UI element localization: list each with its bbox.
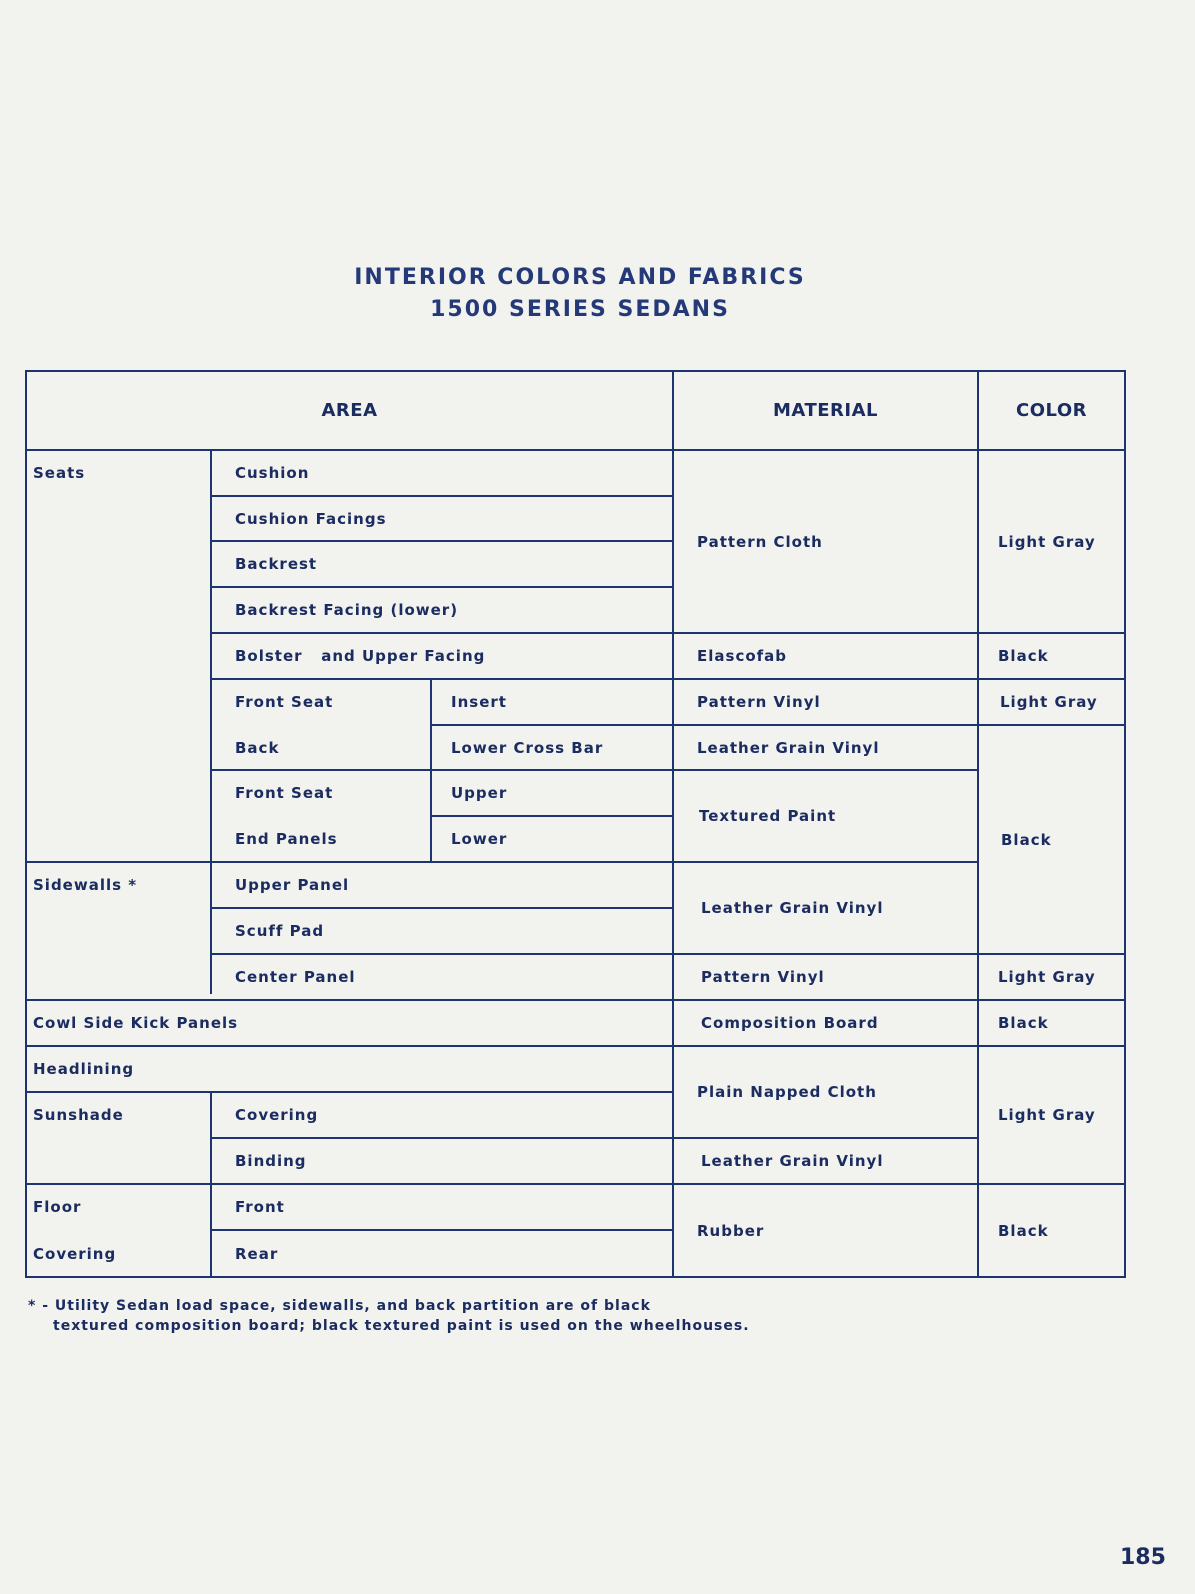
- color-light-gray-2: Light Gray: [1000, 693, 1098, 711]
- divider-material-color: [977, 372, 979, 1276]
- area-sidewalls: Sidewalls *: [33, 876, 138, 894]
- divider-area-material: [672, 372, 674, 1276]
- area-back: Back: [235, 738, 280, 757]
- area-end-panels: End Panels: [235, 830, 338, 848]
- area-binding: Binding: [235, 1152, 307, 1170]
- color-black-3: Black: [998, 1014, 1049, 1032]
- area-front-seat-2: Front Seat: [235, 784, 334, 802]
- area-lower: Lower: [451, 830, 508, 848]
- area-front: Front: [235, 1198, 285, 1216]
- area-upper-panel: Upper Panel: [235, 876, 350, 894]
- area-cushion-facings: Cushion Facings: [235, 509, 387, 528]
- divider-area-col1: [210, 451, 212, 994]
- area-insert: Insert: [451, 693, 507, 711]
- material-composition-board: Composition Board: [701, 1014, 879, 1032]
- header-area: AREA: [321, 400, 378, 421]
- material-elascofab: Elascofab: [697, 647, 788, 665]
- color-light-gray-3: Light Gray: [998, 968, 1096, 986]
- header-color: COLOR: [1015, 400, 1087, 421]
- material-plain-napped-cloth: Plain Napped Cloth: [697, 1083, 877, 1101]
- area-floor: Floor: [33, 1198, 82, 1216]
- area-rear: Rear: [235, 1244, 279, 1263]
- area-sunshade: Sunshade: [33, 1106, 124, 1124]
- interior-table: [25, 370, 1126, 1278]
- area-center-panel: Center Panel: [235, 968, 356, 986]
- material-pattern-vinyl-2: Pattern Vinyl: [701, 968, 825, 986]
- page-title: INTERIOR COLORS AND FABRICS: [354, 265, 806, 290]
- color-black-2: Black: [1001, 830, 1052, 849]
- color-black: Black: [998, 647, 1049, 665]
- material-textured-paint: Textured Paint: [699, 807, 837, 825]
- footnote: [28, 1296, 928, 1336]
- area-seats: Seats: [33, 464, 86, 482]
- material-pattern-vinyl: Pattern Vinyl: [697, 693, 821, 711]
- page-subtitle: 1500 SERIES SEDANS: [430, 297, 730, 322]
- area-backrest-facing: Backrest Facing (lower): [235, 601, 459, 619]
- color-light-gray-4: Light Gray: [998, 1106, 1096, 1124]
- header-material: MATERIAL: [773, 400, 878, 421]
- area-lower-cross-bar: Lower Cross Bar: [451, 738, 604, 757]
- area-sunshade-covering: Covering: [235, 1106, 319, 1124]
- footnote-line-1: * - Utility Sedan load space, sidewalls, and back partition are of black: [28, 1298, 651, 1314]
- page-number: 185: [1120, 1545, 1166, 1570]
- area-bolster: Bolster and Upper Facing: [235, 647, 486, 665]
- material-rubber: Rubber: [697, 1221, 765, 1240]
- area-front-seat: Front Seat: [235, 693, 334, 711]
- area-cushion: Cushion: [235, 464, 310, 482]
- area-upper: Upper: [451, 784, 508, 802]
- material-leather-grain-vinyl-3: Leather Grain Vinyl: [701, 1152, 884, 1170]
- material-pattern-cloth: Pattern Cloth: [697, 532, 823, 551]
- area-backrest: Backrest: [235, 555, 318, 573]
- color-light-gray: Light Gray: [998, 532, 1096, 551]
- material-leather-grain-vinyl: Leather Grain Vinyl: [697, 738, 880, 757]
- area-cowl: Cowl Side Kick Panels: [33, 1014, 239, 1032]
- color-black-4: Black: [998, 1221, 1049, 1240]
- material-leather-grain-vinyl-2: Leather Grain Vinyl: [701, 899, 884, 917]
- area-scuff-pad: Scuff Pad: [235, 922, 325, 940]
- footnote-line-2: textured composition board; black textured paint is used on the wheelhouses.: [53, 1318, 750, 1334]
- area-floor-covering: Covering: [33, 1244, 117, 1263]
- area-headlining: Headlining: [33, 1060, 135, 1078]
